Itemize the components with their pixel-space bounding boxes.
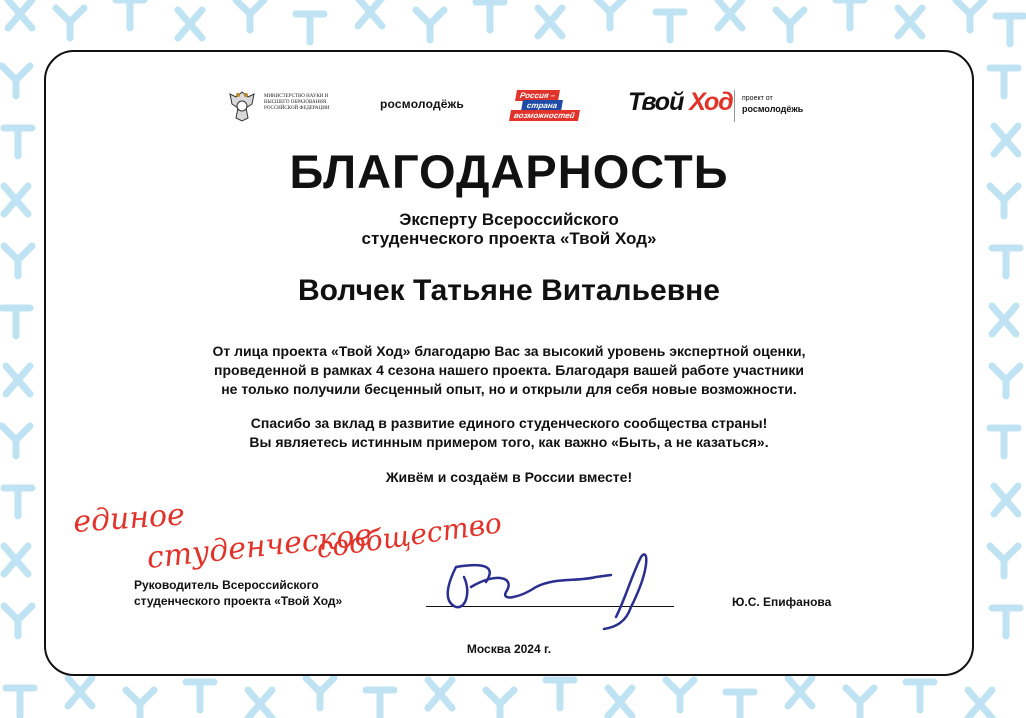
page-title: БЛАГОДАРНОСТЬ (289, 145, 729, 198)
tvoy-logo-word: Твой (628, 88, 684, 116)
signature (426, 547, 676, 637)
project-of-org: росмолодёжь (742, 104, 804, 114)
handwriting-line: сообщество (314, 506, 504, 565)
pattern-bottom (6, 678, 992, 718)
handwriting-line: студенческое (145, 517, 374, 576)
subtitle-line: Эксперту Всероссийского (399, 210, 619, 229)
rossiya-logo-line3: возможностей (509, 110, 580, 121)
pattern-right (990, 68, 1020, 636)
recipient-name: Волчек Татьяне Витальевне (298, 274, 720, 307)
handwriting-line: единое (72, 497, 186, 540)
paragraph-line: Вы являетесь истинным примером того, как важно «Быть, а не казаться». (249, 434, 769, 450)
certificate-card (44, 50, 974, 676)
paragraph-line: От лица проекта «Твой Ход» благодарю Вас за высокий уровень экспертной оценки, (212, 343, 806, 359)
signatory-role (134, 577, 342, 609)
subtitle-line: студенческого проекта «Твой Ход» (361, 229, 657, 248)
rossiya-logo-line1: Россия – (515, 90, 560, 101)
hod-logo-word: Ход (689, 88, 733, 116)
thanks-paragraph (46, 414, 972, 452)
tvoy-hod-logo (628, 88, 733, 117)
pattern-top (8, 0, 1024, 44)
closing-line: Живём и создаём в России вместе! (385, 469, 633, 485)
role-line: Руководитель Всероссийского (134, 578, 319, 592)
ministry-emblem-icon (224, 88, 260, 124)
project-of-logo (742, 94, 832, 114)
ministry-logo-text: МИНИСТЕРСТВО НАУКИ И ВЫСШЕГО ОБРАЗОВАНИЯ РОССИЙСКОЙ ФЕДЕРАЦИИ (264, 94, 330, 111)
project-of-small: проект от (742, 95, 773, 102)
paragraph-line: проведенной в рамках 4 сезона нашего проекта. Благодаря вашей работе участники (214, 362, 804, 378)
paragraph-line: не только получили бесценный опыт, но и открыли для себя новые возможности. (221, 381, 797, 397)
logo-divider (734, 90, 735, 122)
pattern-left (2, 66, 32, 636)
signer-name: Ю.С. Епифанова (732, 595, 832, 609)
place-date: Москва 2024 г. (466, 642, 552, 656)
russia-land-of-opportunity-logo (508, 90, 584, 120)
rosmolodezh-logo: росмолодёжь (380, 97, 464, 111)
rossiya-logo-line2: страна (521, 100, 563, 111)
gratitude-paragraph (46, 342, 972, 399)
subtitle (46, 210, 972, 248)
role-line: студенческого проекта «Твой Ход» (134, 594, 343, 608)
paragraph-line: Спасибо за вклад в развитие единого студенческого сообщества страны! (250, 415, 768, 431)
